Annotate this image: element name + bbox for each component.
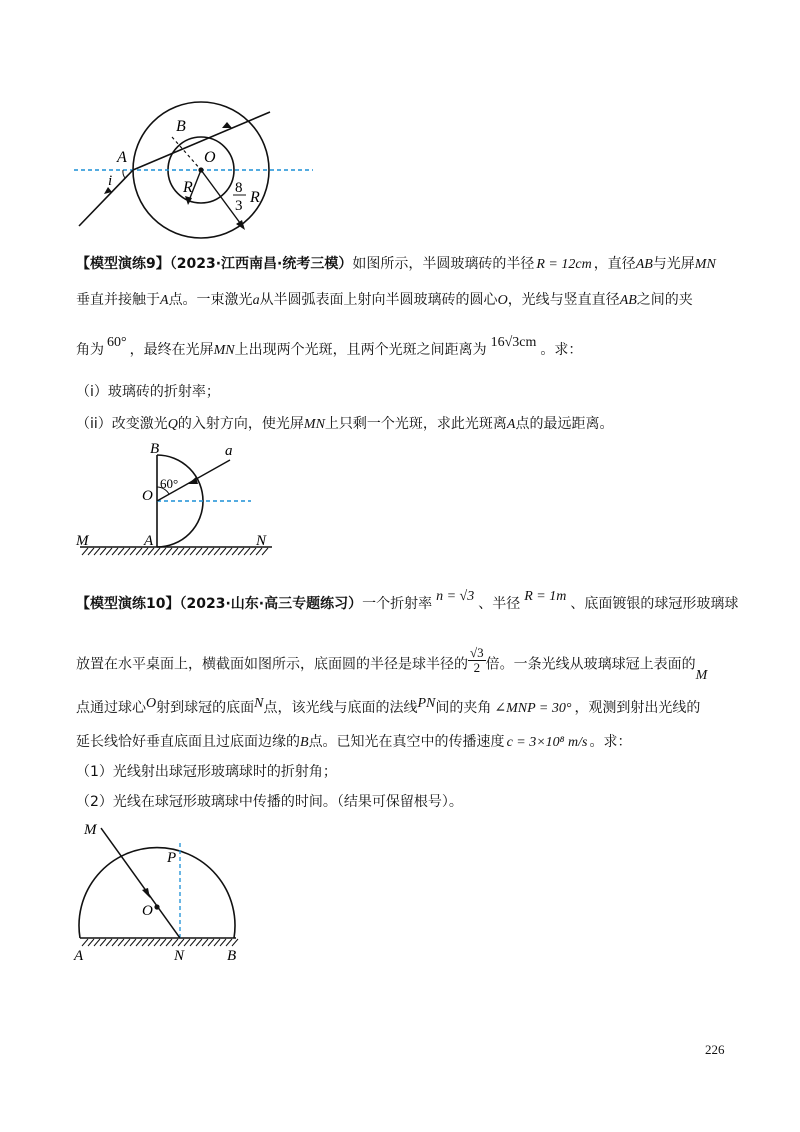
p9-distance: 16√3cm	[490, 335, 537, 350]
label-angle-60: 60°	[160, 476, 179, 491]
p10-text: 放置在水平桌面上，横截面如图所示，底面圆的半径是球半径的	[76, 656, 468, 673]
label-frac-den: 3	[235, 198, 243, 214]
hatch-mark	[172, 548, 178, 555]
hatch-mark	[112, 548, 118, 555]
p9-text: ，直径	[593, 256, 636, 272]
p10-text: 、半径	[478, 596, 521, 612]
hatch-mark	[148, 939, 154, 946]
label-B: B	[176, 118, 186, 135]
p9-text: 之间的夹	[636, 292, 693, 308]
p10-angle-formula: ∠MNP = 30°	[494, 701, 572, 716]
label-i: i	[108, 173, 113, 189]
p9-text: 。求：	[540, 342, 583, 358]
p10-text: 一个折射率	[362, 596, 433, 612]
radius-8-3r-arrow	[236, 220, 245, 230]
hatch-mark	[220, 548, 226, 555]
p9-text: 的入射方向，使光屏	[177, 416, 304, 432]
figure-half-cylinder	[70, 438, 290, 562]
p10-var: M	[695, 667, 708, 683]
p10-text: 。求：	[589, 734, 632, 750]
p10-question-1: （1）光线射出球冠形玻璃球时的折射角；	[76, 764, 337, 780]
p9-question-1: （i）玻璃砖的折射率；	[76, 384, 220, 400]
hatch-mark	[154, 939, 160, 946]
p9-text: 垂直并接触于	[76, 292, 160, 308]
hatch-mark	[82, 548, 88, 555]
hatch-mark	[244, 548, 250, 555]
label-M: M	[84, 822, 97, 838]
dashed-ob	[172, 137, 201, 170]
ray-arrow	[142, 888, 150, 898]
p10-line-3	[76, 698, 700, 719]
p10-text: 倍。一条光线从玻璃球冠上表面的	[485, 656, 696, 673]
p9-angle: 60°	[107, 335, 127, 350]
hatch-mark	[184, 548, 190, 555]
hatch-mark	[106, 939, 112, 946]
hatch-mark	[142, 939, 148, 946]
cap-arc	[79, 848, 235, 938]
center-dot	[198, 167, 203, 172]
p9-text: 如图所示，半圆玻璃砖的半径	[352, 256, 535, 272]
hatch-mark	[82, 939, 88, 946]
hatch-mark	[202, 548, 208, 555]
label-M: M	[76, 533, 89, 549]
p10-text: 间的夹角	[435, 700, 492, 716]
hatch-mark	[88, 939, 94, 946]
hatch-mark	[208, 939, 214, 946]
p9-text: 从半圆弧表面上射向半圆玻璃砖的圆心	[259, 292, 498, 308]
hatch-mark	[136, 548, 142, 555]
hatch-mark	[178, 548, 184, 555]
hatch-mark	[88, 548, 94, 555]
hatch-mark	[190, 939, 196, 946]
hatch-mark	[100, 548, 106, 555]
hatch-mark	[232, 939, 238, 946]
hatch-mark	[172, 939, 178, 946]
angle-arc-i	[123, 170, 125, 178]
p9-text: （ii）改变激光	[76, 416, 168, 432]
figure-concentric-circles	[60, 70, 340, 245]
hatch-mark	[124, 548, 130, 555]
label-O: O	[142, 488, 153, 504]
p9-var: AB	[635, 257, 653, 272]
p9-text: 上出现两个光斑，且两个光斑之间距离为	[234, 342, 487, 358]
label-a: a	[225, 443, 233, 459]
p9-var: O	[497, 293, 508, 308]
p10-r-formula: R = 1m	[524, 589, 567, 604]
hatch-mark	[250, 548, 256, 555]
hatch-mark	[94, 548, 100, 555]
p9-var: MN	[213, 343, 235, 358]
hatch-mark	[238, 548, 244, 555]
hatch-mark	[166, 939, 172, 946]
p9-source: （2023·江西南昌·统考三模）	[169, 256, 353, 272]
p10-n-formula: n = √3	[436, 589, 475, 604]
p9-text: ，最终在光屏	[129, 342, 214, 358]
page-number: 226	[705, 1042, 725, 1057]
p9-var: a	[252, 293, 260, 308]
hatch-mark	[262, 548, 268, 555]
label-A: A	[144, 533, 154, 549]
figure-spherical-cap	[66, 814, 256, 964]
label-P: P	[167, 850, 177, 866]
hatch-mark	[106, 548, 112, 555]
p10-text: 、底面镀银的球冠形玻璃球	[570, 596, 739, 612]
p9-text: 上只剩一个光斑，求此光斑离	[324, 416, 507, 432]
label-R: R	[183, 179, 193, 196]
hatch-mark	[226, 939, 232, 946]
hatch-mark	[178, 939, 184, 946]
p9-text: 与光屏	[652, 256, 695, 272]
center-dot	[154, 904, 159, 909]
hatch-mark	[196, 939, 202, 946]
p9-tag: 【模型演练9】	[76, 256, 170, 272]
hatch-mark	[154, 548, 160, 555]
hatch-mark	[214, 939, 220, 946]
hatch-mark	[196, 548, 202, 555]
label-frac-R: R	[250, 189, 260, 206]
hatch-mark	[136, 939, 142, 946]
p9-var: MN	[694, 257, 716, 272]
label-B: B	[227, 948, 237, 964]
hatch-mark	[112, 939, 118, 946]
p10-c-formula: c = 3×10⁸ m/s	[506, 735, 588, 750]
p9-r-formula: R = 12cm	[536, 257, 592, 272]
hatch-mark	[256, 548, 262, 555]
p10-var: N	[254, 696, 264, 711]
hatch-mark	[232, 548, 238, 555]
label-B: B	[150, 441, 160, 457]
p10-var: O	[146, 696, 157, 711]
hatch-mark	[148, 548, 154, 555]
hatch-mark	[214, 548, 220, 555]
label-N: N	[256, 533, 267, 549]
screen-hatching	[82, 548, 268, 555]
hatch-mark	[118, 939, 124, 946]
hatch-mark	[208, 548, 214, 555]
hatch-mark	[160, 939, 166, 946]
p9-var: AB	[619, 293, 637, 308]
hatch-mark	[160, 548, 166, 555]
hatch-mark	[202, 939, 208, 946]
hatch-mark	[220, 939, 226, 946]
hatch-mark	[226, 548, 232, 555]
light-ray-mn	[101, 828, 180, 938]
p10-text: 射到球冠的底面	[156, 700, 255, 716]
label-N: N	[174, 948, 185, 964]
p9-line-3	[76, 335, 583, 361]
p9-question-2	[76, 414, 613, 435]
p10-fraction: $\frac{√3}{2}$	[470, 645, 484, 675]
label-A: A	[74, 948, 84, 964]
hatch-mark	[130, 939, 136, 946]
p9-line-2	[76, 290, 693, 311]
refracted-ray-arrow	[222, 122, 232, 128]
p10-text: ，观测到射出光线的	[574, 700, 701, 716]
p9-var: A	[160, 293, 169, 308]
hatch-mark	[118, 548, 124, 555]
hatch-mark	[100, 939, 106, 946]
hatch-mark	[94, 939, 100, 946]
p9-text: 角为	[76, 342, 104, 358]
p10-line-4	[76, 732, 632, 753]
p9-text: ，光线与竖直直径	[507, 292, 620, 308]
p9-text: 点的最远距离。	[515, 416, 614, 432]
p10-text: 点，该光线与底面的法线	[263, 700, 418, 716]
hatch-mark	[166, 548, 172, 555]
p10-text: 点通过球心	[76, 700, 146, 716]
p10-source: （2023·山东·高三专题练习）	[179, 596, 363, 612]
hatch-mark	[184, 939, 190, 946]
p9-text: 点。一束激光	[168, 292, 253, 308]
hatch-mark	[142, 548, 148, 555]
base-hatching	[82, 939, 238, 946]
p10-line-2	[76, 645, 708, 683]
p9-var: Q	[167, 417, 178, 432]
hatch-mark	[190, 548, 196, 555]
label-A: A	[117, 149, 127, 166]
label-O: O	[142, 903, 153, 919]
p9-var: MN	[303, 417, 325, 432]
incident-ray	[79, 170, 133, 226]
p9-line-1	[76, 254, 716, 275]
p10-var: B	[300, 735, 309, 750]
p10-tag: 【模型演练10】	[76, 596, 180, 612]
hatch-mark	[124, 939, 130, 946]
p10-text: 点。已知光在真空中的传播速度	[308, 734, 505, 750]
label-frac-num: 8	[235, 180, 243, 196]
p10-text: 延长线恰好垂直底面且过底面边缘的	[76, 734, 300, 750]
label-O: O	[204, 149, 216, 166]
p10-question-2: （2）光线在球冠形玻璃球中传播的时间。（结果可保留根号）。	[76, 794, 463, 810]
p9-var: A	[506, 417, 516, 432]
hatch-mark	[130, 548, 136, 555]
p10-var: PN	[417, 696, 436, 711]
p10-line-1	[76, 589, 739, 615]
